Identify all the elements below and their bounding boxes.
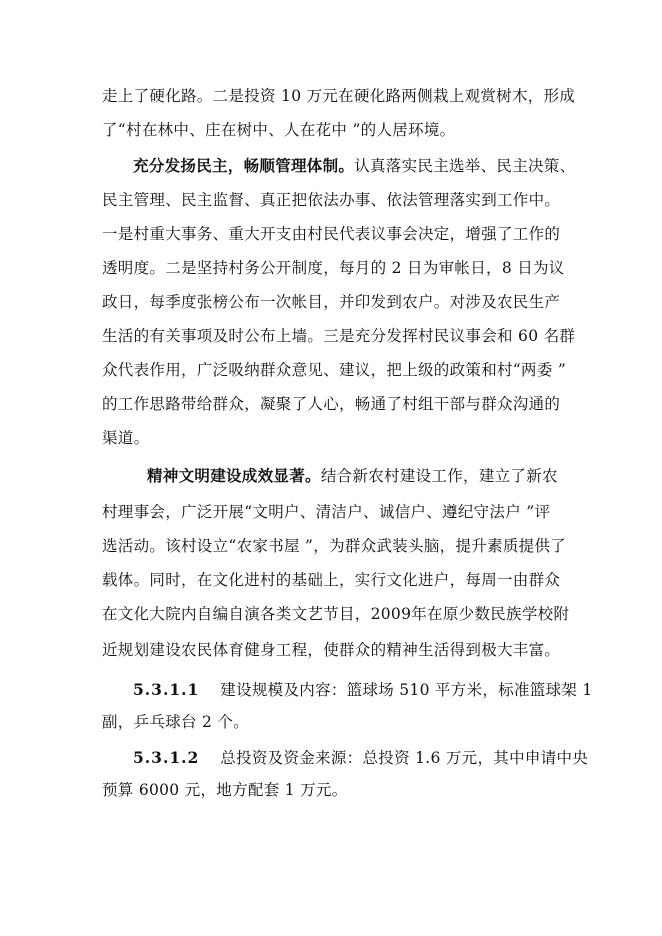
paragraph-3-line-5: 在文化大院内自编自演各类文艺节目，2009年在原少数民族学校附 — [102, 605, 570, 623]
section-5-3-1-1-text: 建设规模及内容：篮球场 510 平方米，标准篮球架 1 — [220, 681, 593, 699]
paragraph-1-line-2: 了“村在林中、庄在树中、人在花中 ”的人居环境。 — [102, 121, 456, 139]
paragraph-3-line-4: 载体。同时，在文化进村的基础上，实行文化进户，每周一由群众 — [102, 571, 561, 589]
section-5-3-1-2-line-1 — [133, 748, 588, 768]
paragraph-2-line-9: 渠道。 — [102, 429, 150, 447]
paragraph-3-line-1-text: 结合新农村建设工作，建立了新农 — [320, 467, 558, 485]
paragraph-3-line-6: 近规划建设农民体育健身工程，使群众的精神生活得到极大丰富。 — [102, 641, 561, 659]
paragraph-2-line-3: 一是村重大事务、重大开支由村民代表议事会决定，增强了工作的 — [102, 225, 561, 243]
section-5-3-1-1-line-2: 副，乒乓球台 2 个。 — [102, 713, 250, 731]
paragraph-3-line-2: 村理事会，广泛开展“文明户、清洁户、诚信户、遵纪守法户 ”评 — [102, 503, 551, 521]
paragraph-3-heading: 精神文明建设成效显著。 — [147, 466, 321, 485]
section-5-3-1-2-text: 总投资及资金来源：总投资 1.6 万元，其中申请中央 — [220, 749, 589, 767]
paragraph-2-line-8: 的工作思路带给群众，凝聚了人心，畅通了村组干部与群众沟通的 — [102, 395, 561, 413]
section-5-3-1-2-line-2: 预算 6000 元，地方配套 1 万元。 — [102, 781, 348, 799]
paragraph-2-heading: 充分发扬民主，畅顺管理体制。 — [133, 156, 355, 175]
paragraph-2-line-5: 政日，每季度张榜公布一次帐目，并印发到农户。对涉及农民生产 — [102, 293, 561, 311]
paragraph-1-line-1: 走上了硬化路。二是投资 10 万元在硬化路两侧栽上观赏树木，形成 — [102, 87, 576, 105]
section-5-3-1-1-line-1 — [133, 680, 593, 700]
paragraph-2-line-2: 民主管理、民主监督、真正把依法办事、依法管理落实到工作中。 — [102, 191, 561, 209]
paragraph-2-line-4: 透明度。二是坚持村务公开制度，每月的 2 日为审帐日，8 日为议 — [102, 259, 565, 277]
paragraph-2-line-1 — [133, 156, 575, 176]
section-number-5-3-1-1: 5.3.1.1 — [133, 680, 200, 699]
paragraph-3-line-1 — [147, 466, 558, 486]
paragraph-2-line-6: 生活的有关事项及时公布上墙。三是充分发挥村民议事会和 60 名群 — [102, 327, 576, 345]
paragraph-3-line-3: 选活动。该村设立“农家书屋 ”，为群众武装头脑，提升素质提供了 — [102, 537, 567, 555]
section-number-5-3-1-2: 5.3.1.2 — [133, 748, 200, 767]
paragraph-2-line-1-text: 认真落实民主选举、民主决策、 — [354, 157, 576, 175]
paragraph-2-line-7: 众代表作用，广泛吸纳群众意见、建议，把上级的政策和村“两委 ” — [102, 361, 567, 379]
